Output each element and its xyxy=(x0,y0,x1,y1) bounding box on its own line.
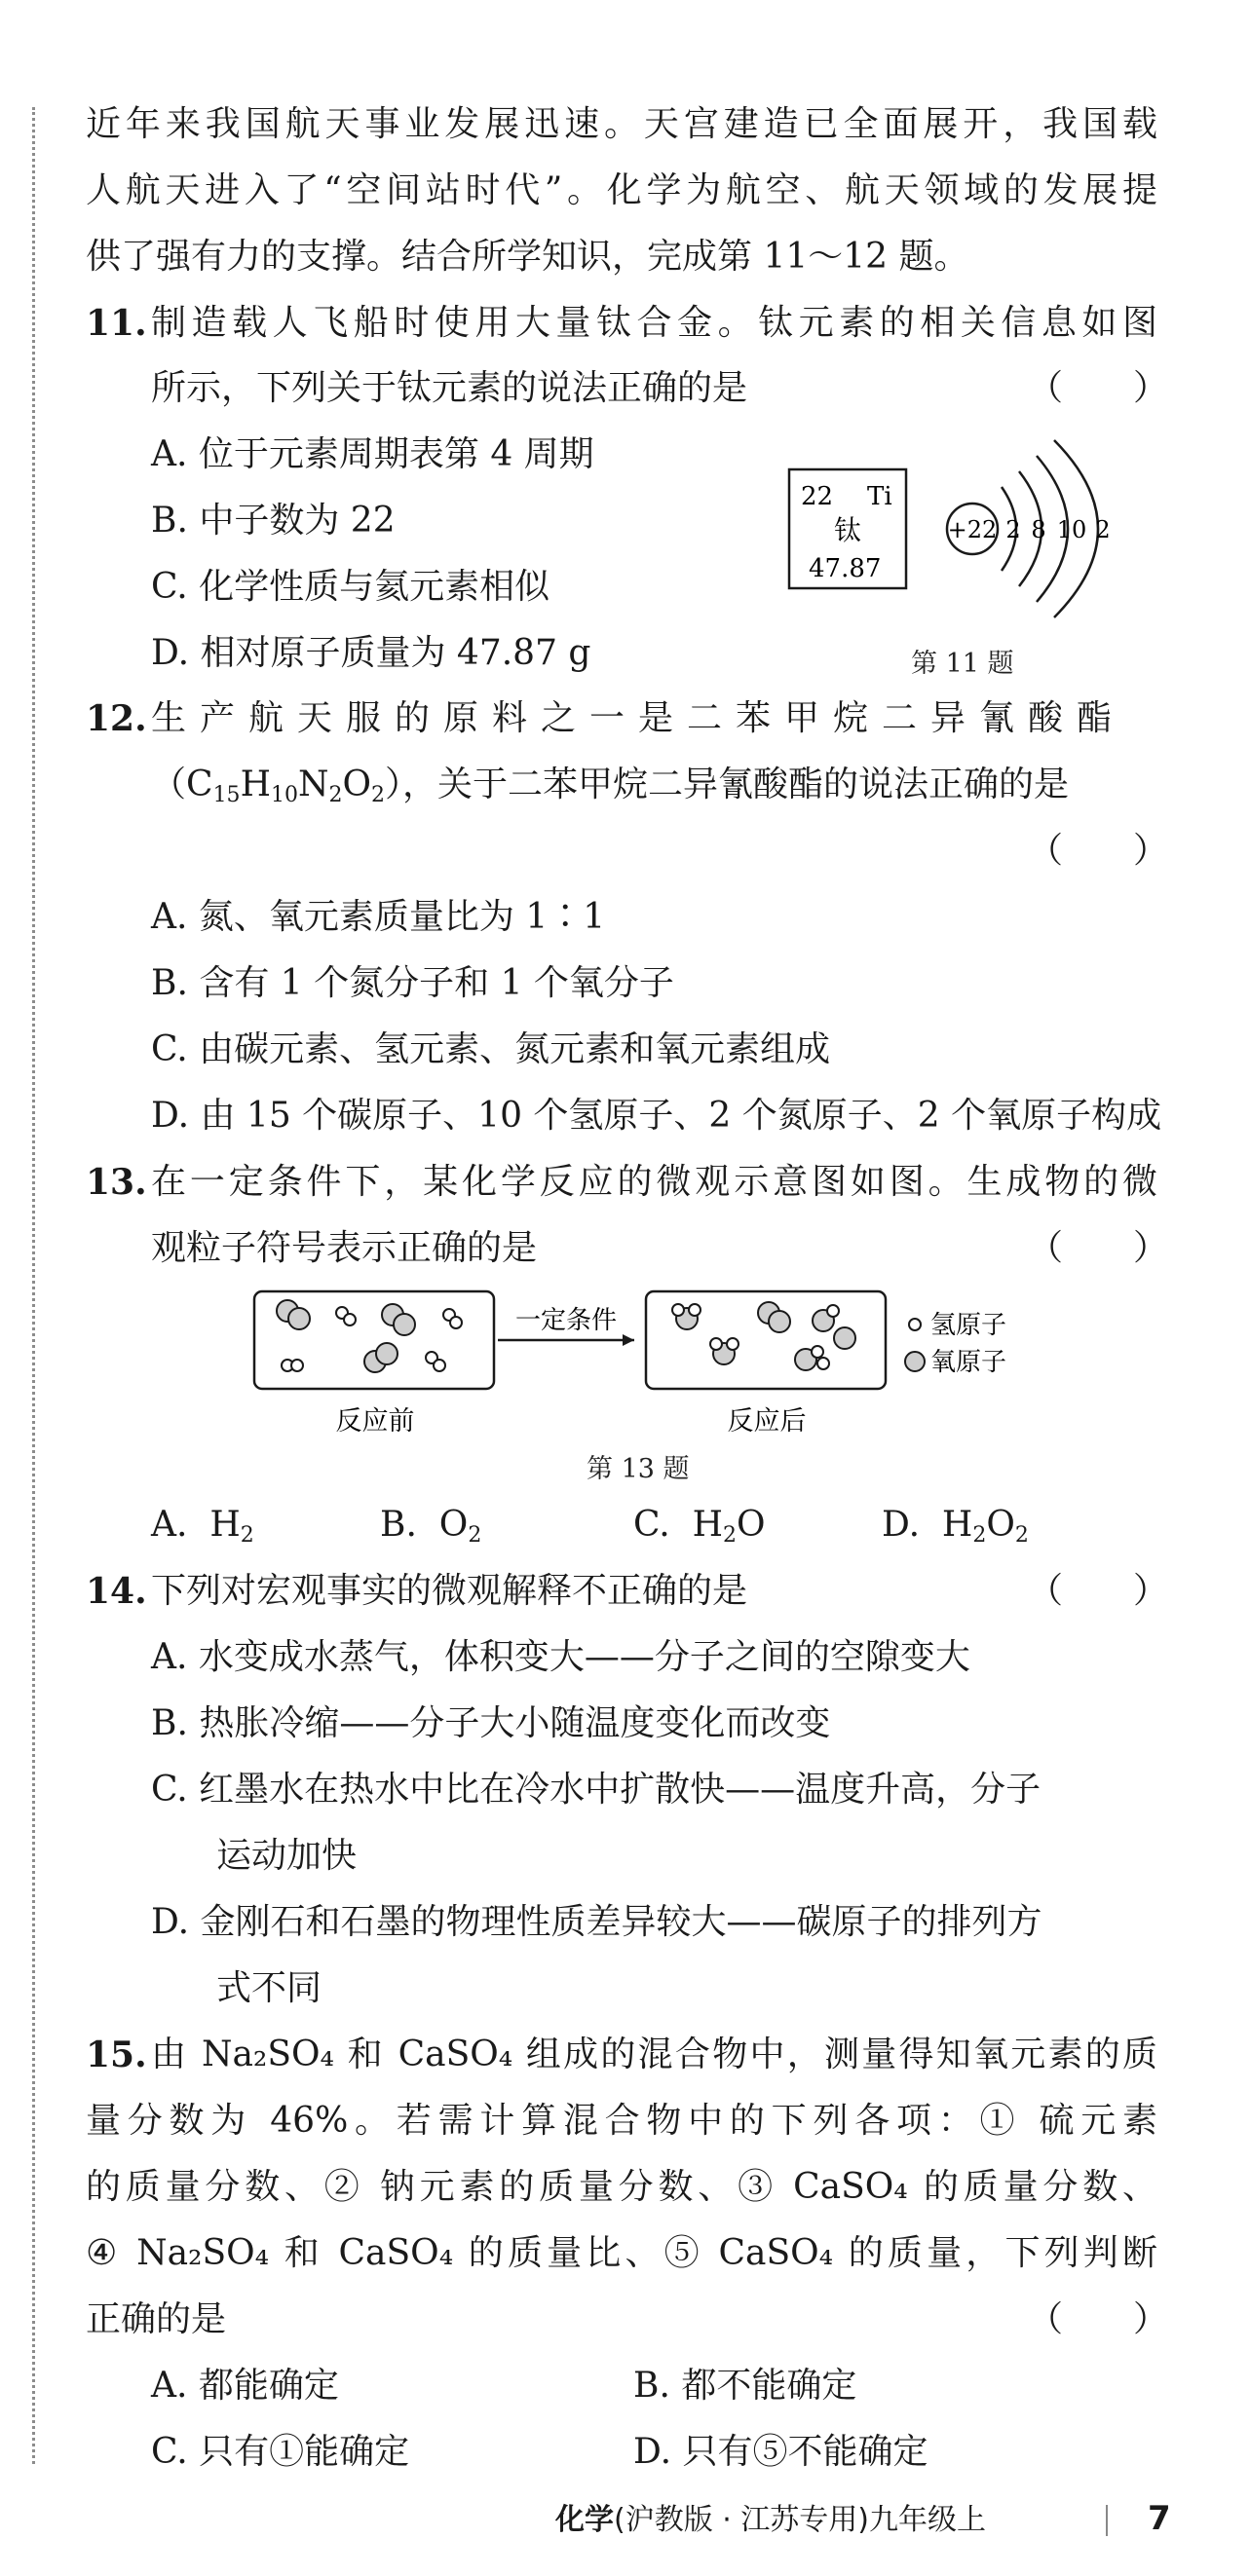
after-label: 反应后 xyxy=(727,1406,807,1437)
question-12-answer-blank[interactable]: （ ） xyxy=(1028,831,1169,871)
reaction-condition: 一定条件 xyxy=(514,1306,618,1335)
question-14-option-a[interactable]: A. 水变成水蒸气，体积变大——分子之间的空隙变大 xyxy=(151,1637,970,1677)
element-symbol: Ti xyxy=(867,482,892,511)
question-12-option-c[interactable]: C. 由碳元素、氢元素、氮元素和氧元素组成 xyxy=(151,1029,831,1069)
question-11-stem-1: 制造载人飞船时使用大量钛合金。钛元素的相关信息如图 xyxy=(151,303,1157,343)
footer-edition: (沪教版 · 江苏专用) xyxy=(614,2503,870,2537)
question-13-stem-2: 观粒子符号表示正确的是 xyxy=(151,1228,538,1268)
question-11-number: 11. xyxy=(86,303,147,344)
binding-margin-line xyxy=(32,107,35,2464)
footer-subject: 化学 xyxy=(555,2503,614,2537)
intro-line-3: 供了强有力的支撑。结合所学知识，完成第 11～12 题。 xyxy=(86,237,969,277)
electron-shell-1-count: 2 xyxy=(1005,516,1021,543)
question-14-option-d-continued: 式不同 xyxy=(216,1968,322,2008)
element-atomic-mass: 47.87 xyxy=(809,554,882,583)
question-13-diagram xyxy=(248,1284,1047,1449)
reaction-arrowhead xyxy=(623,1334,634,1346)
element-name: 钛 xyxy=(834,514,862,546)
question-12-stem-1: 生产航天服的原料之一是二苯甲烷二异氰酸酯 xyxy=(151,698,1126,738)
footer-book-title xyxy=(555,2501,986,2540)
question-15-stem-5: 正确的是 xyxy=(86,2299,227,2339)
question-11-figure xyxy=(779,429,1150,643)
question-14-stem: 下列对宏观事实的微观解释不正确的是 xyxy=(151,1571,748,1611)
question-13-option-b[interactable]: B. $O_2$ xyxy=(380,1505,482,1548)
question-11-option-a[interactable]: A. 位于元素周期表第 4 周期 xyxy=(151,434,594,474)
question-15-answer-blank[interactable]: （ ） xyxy=(1028,2299,1169,2339)
question-12-option-b[interactable]: B. 含有 1 个氮分子和 1 个氧分子 xyxy=(151,963,674,1003)
legend-hydrogen-symbol xyxy=(909,1319,921,1330)
question-12-option-d[interactable]: D. 由 15 个碳原子、10 个氢原子、2 个氮原子、2 个氧原子构成 xyxy=(151,1096,1162,1136)
question-13-option-a[interactable]: A. $H_2$ xyxy=(151,1505,254,1548)
question-12-stem-2: $(C_{15}H_{10}N_2O_2)$，关于二苯甲烷二异氰酸酯的说法正确的是 xyxy=(151,765,1070,807)
intro-line-1: 近年来我国航天事业发展迅速。天宫建造已全面展开，我国载 xyxy=(86,104,1157,144)
question-15-stem-4: ④ Na₂SO₄ 和 CaSO₄ 的质量比、⑤ CaSO₄ 的质量，下列判断 xyxy=(86,2233,1157,2273)
question-14-number: 14. xyxy=(86,1571,147,1612)
question-11-stem-2: 所示，下列关于钛元素的说法正确的是 xyxy=(151,368,748,408)
after-particles xyxy=(672,1302,855,1370)
question-15-option-a[interactable]: A. 都能确定 xyxy=(151,2366,339,2406)
question-15-stem-1: 由 Na₂SO₄ 和 CaSO₄ 组成的混合物中，测量得知氧元素的质 xyxy=(151,2035,1157,2074)
question-15-option-b[interactable]: B. 都不能确定 xyxy=(633,2366,857,2406)
question-13-stem-1: 在一定条件下，某化学反应的微观示意图如图。生成物的微 xyxy=(151,1162,1157,1202)
before-label: 反应前 xyxy=(335,1406,415,1437)
question-11-caption: 第 11 题 xyxy=(911,649,1014,679)
question-15-option-c[interactable]: C. 只有①能确定 xyxy=(151,2432,410,2472)
question-14-option-c-continued: 运动加快 xyxy=(216,1836,358,1876)
question-13-number: 13. xyxy=(86,1162,147,1203)
question-11-answer-blank[interactable]: （ ） xyxy=(1028,368,1169,408)
question-14-answer-blank[interactable]: （ ） xyxy=(1028,1571,1169,1611)
question-13-answer-blank[interactable]: （ ） xyxy=(1028,1228,1169,1268)
footer-grade: 九年级上 xyxy=(869,2503,987,2537)
question-12-number: 12. xyxy=(86,698,147,739)
question-12-option-a[interactable]: A. 氮、氧元素质量比为 1∶1 xyxy=(151,897,606,937)
intro-line-2: 人航天进入了“空间站时代”。化学为航空、航天领域的发展提 xyxy=(86,170,1157,210)
footer-divider xyxy=(1106,2505,1108,2536)
question-13-option-c[interactable]: C. $H_2O$ xyxy=(633,1505,766,1548)
legend-hydrogen-label: 氢原子 xyxy=(930,1311,1007,1340)
atom-nucleus-charge: +22 xyxy=(947,516,998,543)
electron-shell-3-count: 10 xyxy=(1056,516,1087,543)
question-11-option-d[interactable]: D. 相对原子质量为 47.87 g xyxy=(151,633,591,673)
question-14-option-d[interactable]: D. 金刚石和石墨的物理性质差异较大——碳原子的排列方 xyxy=(151,1902,1042,1942)
question-15-stem-2: 量分数为 46%。若需计算混合物中的下列各项：① 硫元素 xyxy=(86,2101,1157,2141)
question-13-option-d[interactable]: D. $H_2O_2$ xyxy=(882,1505,1029,1548)
electron-shell-4-count: 2 xyxy=(1095,516,1111,543)
question-14-option-c[interactable]: C. 红墨水在热水中比在冷水中扩散快——温度升高，分子 xyxy=(151,1770,1042,1810)
question-14-option-b[interactable]: B. 热胀冷缩——分子大小随温度变化而改变 xyxy=(151,1703,831,1743)
legend-oxygen-symbol xyxy=(905,1352,925,1371)
question-11-option-b[interactable]: B. 中子数为 22 xyxy=(151,501,396,541)
electron-shell-2-count: 8 xyxy=(1031,516,1046,543)
legend-oxygen-label: 氧原子 xyxy=(930,1348,1007,1377)
question-15-number: 15. xyxy=(86,2035,147,2075)
question-13-caption: 第 13 题 xyxy=(587,1454,690,1484)
question-11-option-c[interactable]: C. 化学性质与氦元素相似 xyxy=(151,567,550,607)
element-atomic-number: 22 xyxy=(801,482,834,511)
page-number: 7 xyxy=(1148,2499,1171,2538)
question-15-option-d[interactable]: D. 只有⑤不能确定 xyxy=(633,2432,928,2472)
question-15-stem-3: 的质量分数、② 钠元素的质量分数、③ CaSO₄ 的质量分数、 xyxy=(86,2167,1157,2207)
